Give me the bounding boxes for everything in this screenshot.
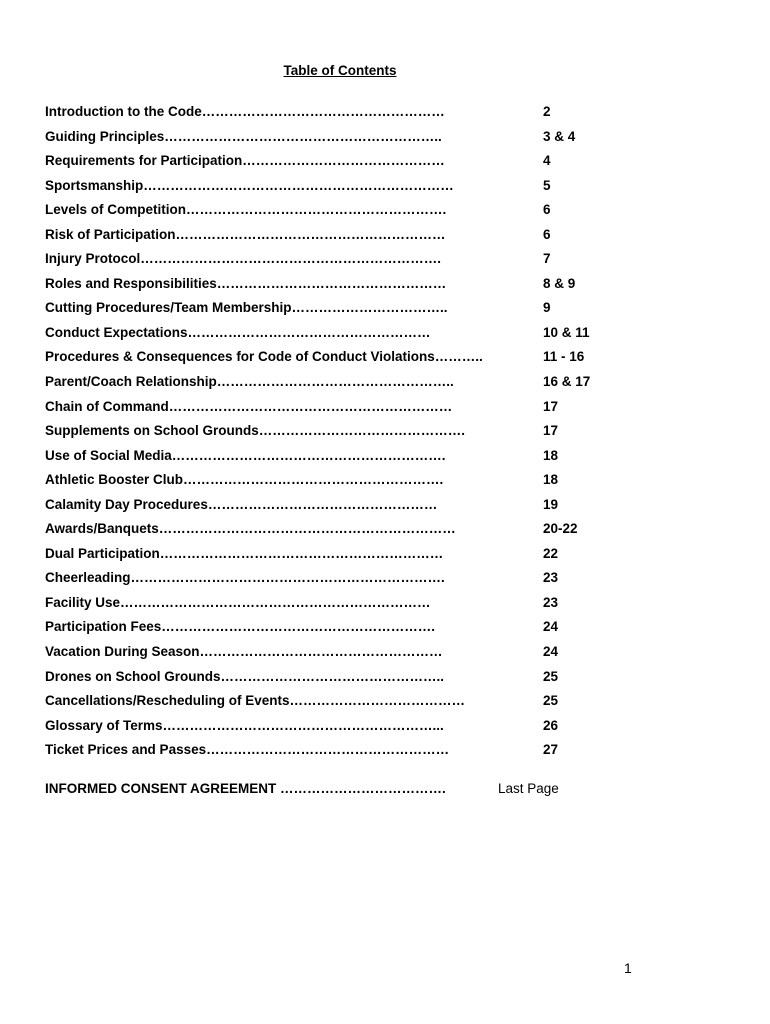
toc-entry-page: 23 [543, 570, 559, 586]
toc-row [45, 275, 645, 300]
toc-row [45, 226, 645, 251]
toc-entry-page: 17 [543, 423, 559, 439]
toc-entry-label: Conduct Expectations……………………………………………… [45, 324, 431, 340]
toc-row [45, 668, 645, 693]
toc-entry-label: Athletic Booster Club…………………………………………………. [45, 472, 444, 488]
toc-row-consent [45, 780, 645, 800]
toc-entry-page: 6 [543, 226, 551, 242]
toc-row [45, 152, 645, 177]
toc-row [45, 643, 645, 668]
toc-row [45, 545, 645, 570]
toc-entry-page: 24 [543, 619, 559, 635]
toc-entry-label: Cheerleading……………………………………………………………. [45, 570, 445, 586]
toc-entry-page: 18 [543, 447, 559, 463]
toc-entry-label: Sportsmanship…………………………………………………………… [45, 177, 454, 193]
toc-row [45, 717, 645, 742]
toc-entry-label: Supplements on School Grounds………………………………………. [45, 423, 466, 439]
toc-row [45, 471, 645, 496]
toc-entry-page: 17 [543, 398, 559, 414]
toc-entry-page: 26 [543, 717, 559, 733]
toc-entry-page: 19 [543, 496, 559, 512]
toc-entry-label: Injury Protocol…………………………………………………………. [45, 251, 442, 267]
toc-entry-label: Parent/Coach Relationship…………………………………………….. [45, 374, 454, 390]
toc-row [45, 618, 645, 643]
toc-entry-page: 18 [543, 472, 559, 488]
toc-row [45, 569, 645, 594]
toc-entry-label: Awards/Banquets………………………………………………………… [45, 521, 456, 537]
toc-entry-page: 10 & 11 [543, 324, 590, 340]
toc-entry-label: Facility Use…………………………………………………………… [45, 594, 431, 610]
toc-entry-label: Drones on School Grounds………………………………………….. [45, 668, 445, 684]
toc-entry-label: Guiding Principles…………………………………………………….. [45, 128, 442, 144]
toc-row [45, 250, 645, 275]
page-number: 1 [624, 960, 632, 976]
toc-row [45, 594, 645, 619]
toc-entry-label: Procedures & Consequences for Code of Conduct Violations……….. [45, 349, 483, 365]
toc-entry-label: Introduction to the Code……………………………………………… [45, 104, 445, 119]
toc-entry-page: 9 [543, 300, 551, 316]
toc-entry-label: Use of Social Media……………………………………………………. [45, 447, 446, 463]
toc-row [45, 520, 645, 545]
toc-entry-label: INFORMED CONSENT AGREEMENT ………………………………. [45, 781, 446, 796]
toc-row [45, 103, 645, 128]
toc-row [45, 692, 645, 717]
toc-entry-page: 11 - 16 [543, 349, 585, 365]
toc-entry-label: Requirements for Participation……………………………………… [45, 153, 445, 169]
toc-row [45, 324, 645, 349]
toc-entry-page: 20-22 [543, 521, 578, 537]
toc-entry-page: 16 & 17 [543, 374, 591, 390]
toc-entry-page: 4 [543, 153, 551, 169]
toc-list [45, 103, 645, 766]
toc-entry-page: 25 [543, 693, 559, 709]
toc-entry-page: 7 [543, 251, 551, 267]
toc-entry-label: Dual Participation……………………………………………………… [45, 545, 444, 561]
toc-entry-page: 22 [543, 545, 559, 561]
toc-entry-page: 25 [543, 668, 559, 684]
toc-entry-label: Cutting Procedures/Team Membership…………………………….. [45, 300, 448, 316]
toc-entry-label: Vacation During Season……………………………………………… [45, 644, 443, 660]
toc-entry-page: 23 [543, 594, 559, 610]
toc-row [45, 398, 645, 423]
toc-row [45, 496, 645, 521]
toc-entry-label: Participation Fees……………………………………………………. [45, 619, 436, 635]
toc-entry-label: Glossary of Terms……………………………………………………... [45, 717, 444, 733]
toc-entry-page: 2 [543, 104, 551, 119]
toc-row [45, 373, 645, 398]
toc-entry-label: Ticket Prices and Passes……………………………………………… [45, 742, 450, 758]
toc-entry-label: Calamity Day Procedures…………………………………………… [45, 496, 438, 512]
toc-entry-page: 3 & 4 [543, 128, 576, 144]
toc-row [45, 447, 645, 472]
toc-entry-page: 5 [543, 177, 551, 193]
toc-entry-label: Cancellations/Rescheduling of Events………………………………… [45, 693, 466, 709]
toc-row [45, 299, 645, 324]
toc-row [45, 741, 645, 766]
toc-entry-page: 8 & 9 [543, 275, 576, 291]
toc-title: Table of Contents [283, 63, 397, 78]
toc-row [45, 422, 645, 447]
toc-entry-label: Chain of Command……………………………………………………… [45, 398, 453, 414]
toc-row [45, 201, 645, 226]
toc-entry-page: 27 [543, 742, 559, 758]
toc-entry-page: Last Page [498, 781, 559, 796]
toc-entry-label: Levels of Competition…………………………………………………. [45, 202, 447, 218]
toc-row [45, 177, 645, 202]
toc-entry-page: 24 [543, 644, 559, 660]
toc-row [45, 128, 645, 153]
toc-entry-label: Risk of Participation…………………………………………………… [45, 226, 446, 242]
toc-row [45, 348, 645, 373]
toc-entry-page: 6 [543, 202, 551, 218]
toc-entry-label: Roles and Responsibilities…………………………………………… [45, 275, 447, 291]
